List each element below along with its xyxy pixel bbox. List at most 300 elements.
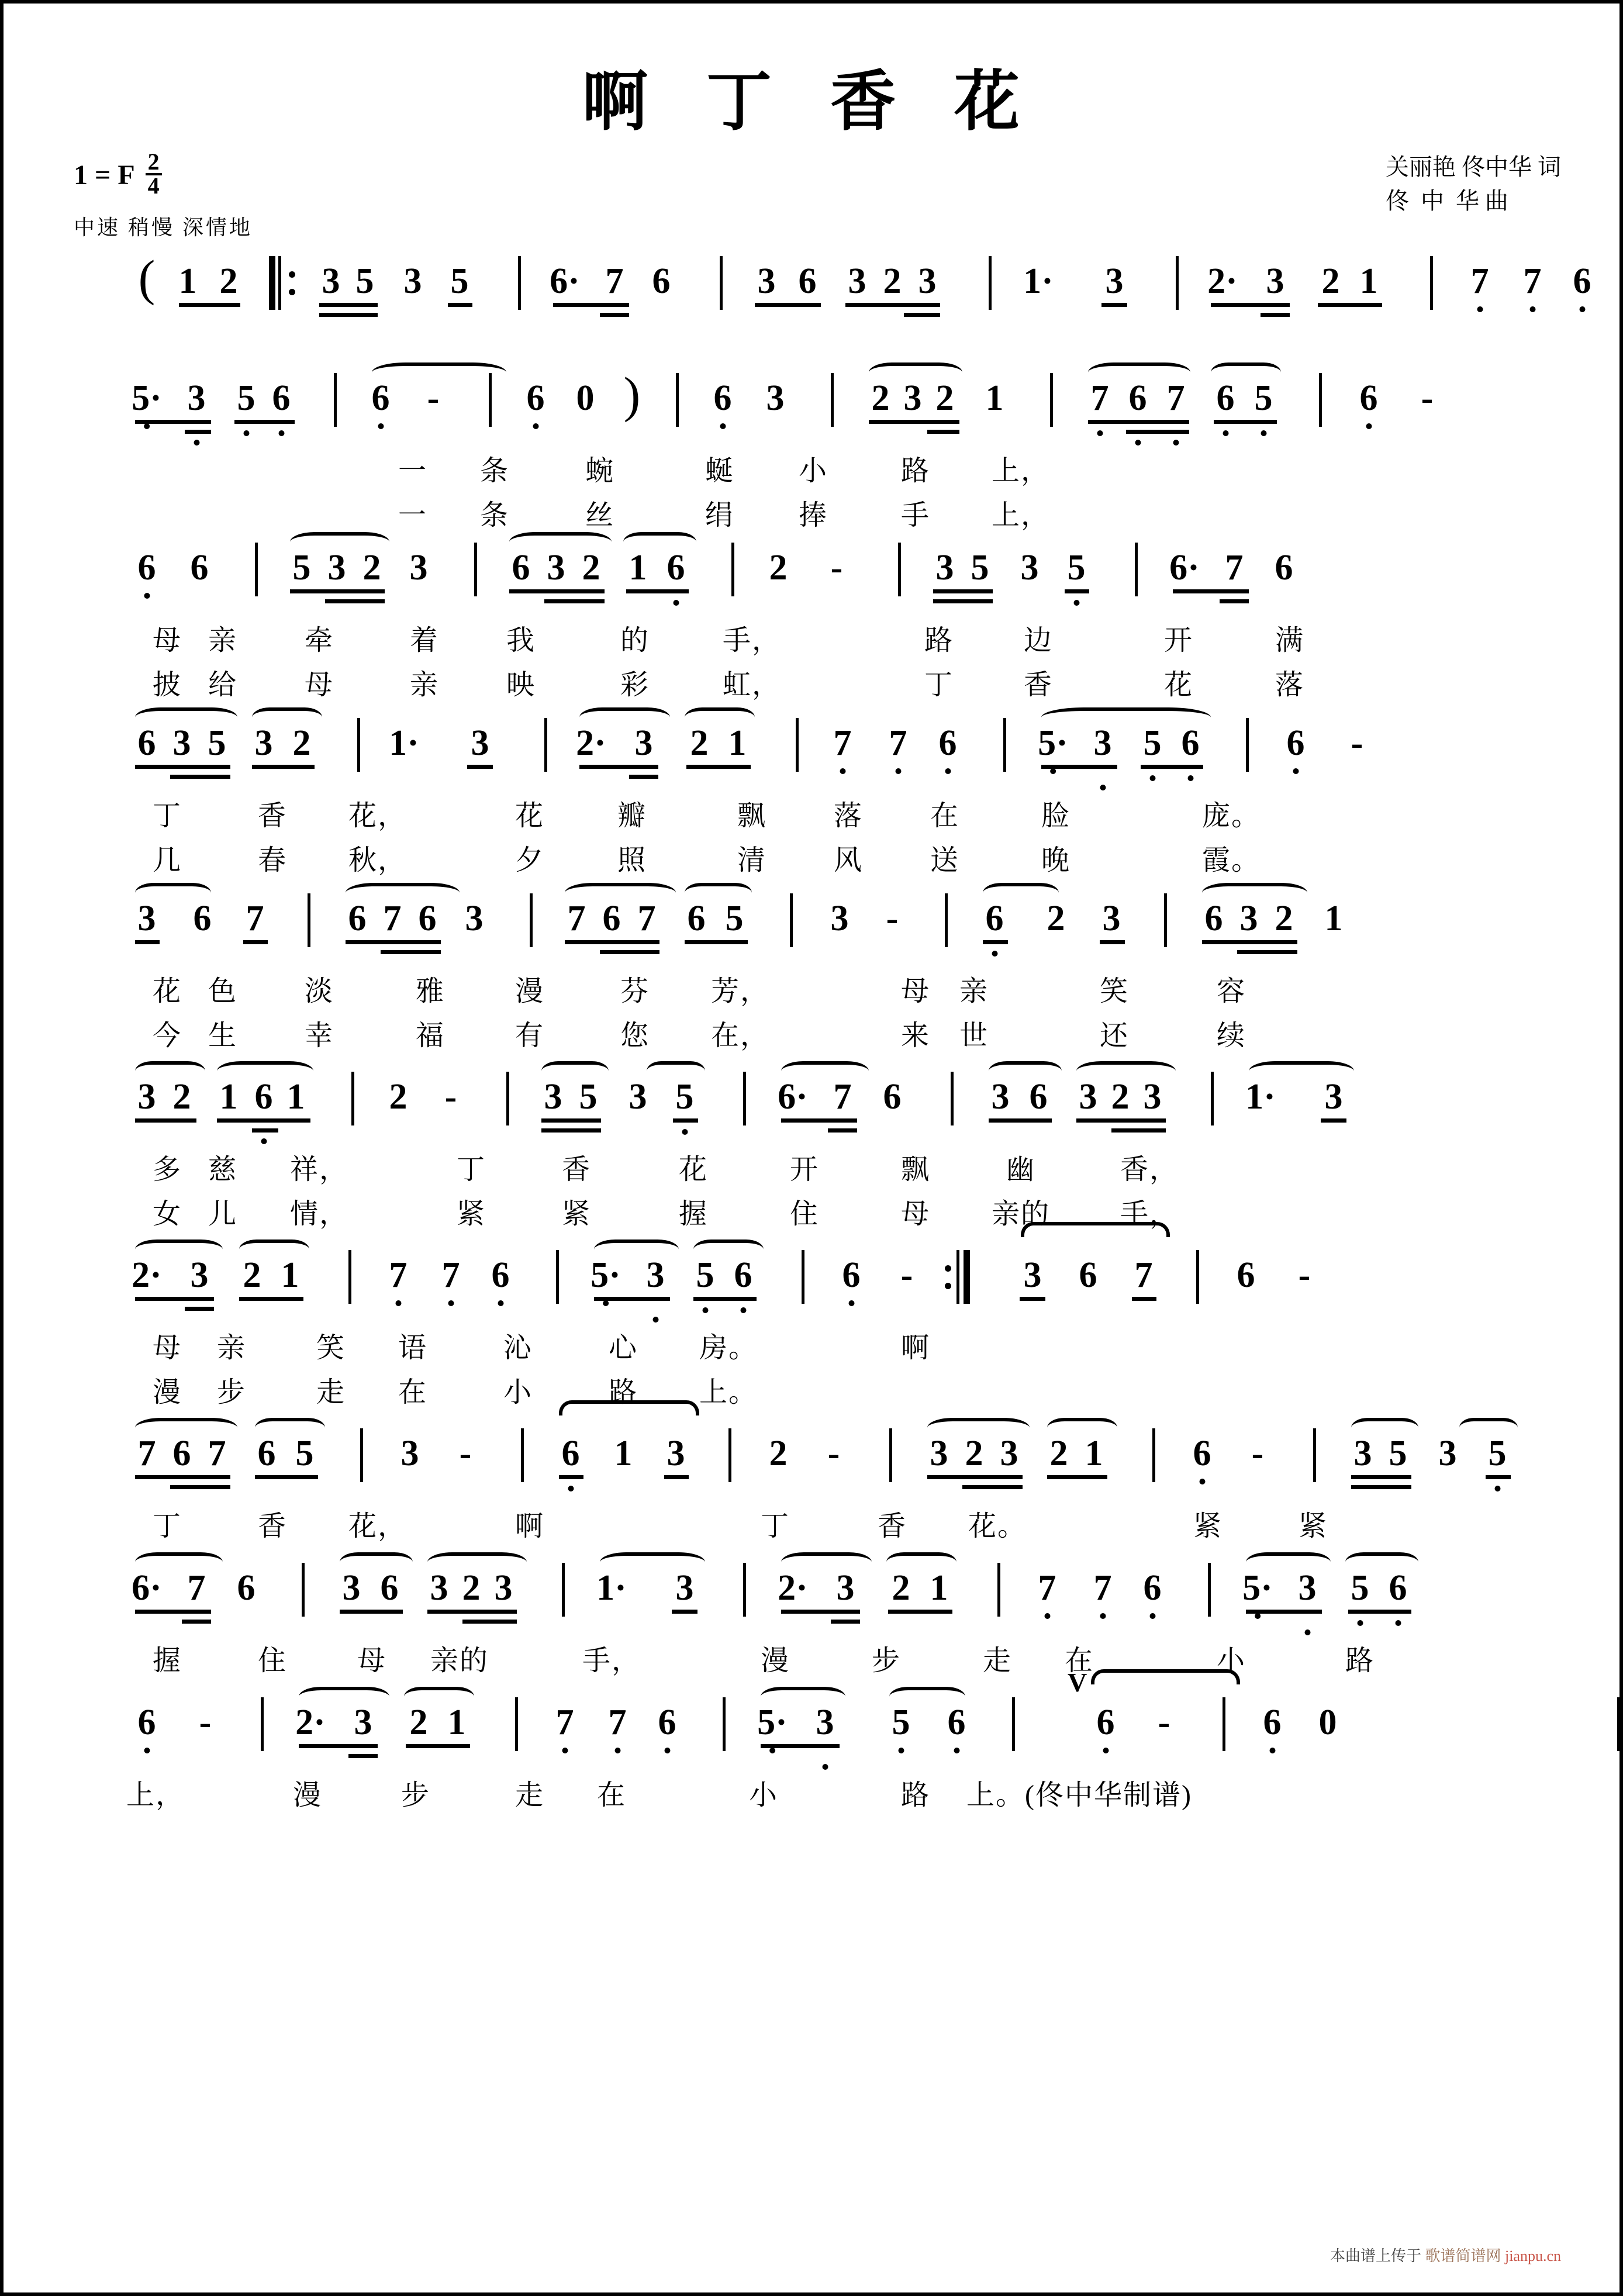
note-1: 1	[219, 1077, 238, 1117]
lyric-syllable: 小	[798, 455, 828, 486]
lyric-syllable: 小	[503, 1377, 533, 1408]
music-system-6	[85, 1065, 1582, 1243]
lyric-syllable: 母	[900, 976, 931, 1007]
lyric-syllable: 福	[415, 1020, 446, 1051]
beam-line	[927, 1475, 1023, 1479]
beam-line	[831, 1620, 860, 1624]
note-6: 6	[172, 1434, 191, 1473]
note-5: 5	[1351, 1568, 1369, 1608]
lyric-syllable: 女	[152, 1199, 182, 1230]
barline	[302, 1563, 305, 1617]
lyric-syllable: 漫	[760, 1645, 790, 1676]
note-3: 3	[1298, 1568, 1317, 1608]
watermark-line2: 歌谱简谱网	[1425, 2247, 1501, 2264]
lyric-syllable: 蜒	[705, 455, 735, 486]
beam-line	[243, 940, 268, 944]
note-7: 7	[1090, 378, 1109, 418]
note-7: 7	[1093, 1568, 1112, 1608]
note-6: 6	[1079, 1255, 1097, 1295]
lyric-syllable: 路	[900, 455, 931, 486]
lyric-syllable: 几	[152, 845, 182, 876]
lyric-syllable: 生	[208, 1020, 238, 1051]
lyric-syllable: 儿	[208, 1199, 238, 1230]
note-2: 2	[219, 261, 238, 301]
note-1: 1	[447, 1703, 466, 1742]
key-signature: 1 = F	[74, 160, 135, 191]
note-6: 6	[1237, 1255, 1255, 1295]
open-paren: (	[138, 250, 156, 306]
music-system-2	[85, 366, 1582, 536]
note-6: 6	[602, 899, 621, 938]
barline	[544, 718, 547, 772]
barline	[945, 893, 948, 947]
note-2: 2	[935, 378, 954, 418]
note-2: 2	[172, 1077, 191, 1117]
note-3: 3	[187, 378, 206, 418]
beam-line	[185, 1307, 214, 1311]
lyric-row-verse-1	[85, 793, 1582, 837]
beam-line	[565, 940, 659, 944]
lyric-syllable: 路	[924, 625, 954, 656]
beam-line	[761, 1744, 840, 1748]
lyric-syllable: 秋，	[348, 845, 408, 876]
lyricist-credit: 关丽艳 佟中华 词	[1386, 154, 1561, 180]
beam-line	[1065, 589, 1089, 593]
note-3: 3	[342, 1568, 361, 1608]
lyric-syllable: 手，	[722, 625, 782, 656]
note-6: 6	[713, 378, 732, 418]
note-5: 5·	[757, 1703, 788, 1742]
lyric-syllable: 送	[930, 845, 960, 876]
lyric-syllable: 步	[400, 1780, 431, 1811]
beam-line	[927, 430, 959, 434]
note-3: 3	[903, 378, 922, 418]
note-1: 1	[728, 723, 747, 763]
note--: -	[1421, 378, 1434, 418]
lyric-syllable: 霞。	[1201, 845, 1261, 876]
note--: -	[1298, 1255, 1311, 1295]
phrase-bracket	[1021, 1222, 1170, 1237]
beam-line	[325, 599, 385, 603]
lyric-syllable: 开	[1163, 625, 1194, 656]
lyric-syllable: 条	[479, 455, 510, 486]
header-row	[27, 147, 1596, 258]
lyric-syllable: 在，	[710, 1020, 770, 1051]
repeat-end-sign	[945, 1250, 980, 1304]
note-6: 6	[652, 261, 671, 301]
barline	[1430, 256, 1433, 310]
note--: -	[886, 899, 899, 938]
note-2: 2	[409, 1703, 428, 1742]
note-1: 1·	[596, 1568, 627, 1608]
lyric-syllable: 母	[304, 669, 334, 700]
note-5: 5	[725, 899, 744, 938]
lyric-syllable: 虹，	[722, 669, 782, 700]
note-5: 5	[292, 548, 311, 588]
lyric-syllable: 开	[789, 1154, 820, 1185]
note-2: 2	[769, 548, 788, 588]
barline	[521, 1428, 524, 1482]
beam-line	[781, 1118, 857, 1123]
note-3: 3	[327, 548, 346, 588]
beam-line	[962, 1485, 1023, 1489]
lyric-row-verse-2	[85, 1191, 1582, 1235]
barline	[357, 718, 360, 772]
lyric-syllable: 在	[398, 1377, 428, 1408]
barline	[989, 256, 992, 310]
note-2: 2	[769, 1434, 788, 1473]
barline	[790, 893, 793, 947]
note-7: 7	[1038, 1568, 1056, 1608]
music-system-9	[85, 1556, 1582, 1690]
lyric-syllable: 上，	[991, 455, 1051, 486]
beam-line	[629, 775, 658, 779]
music-system-3	[85, 536, 1582, 711]
music-system-1	[85, 249, 1591, 366]
barline	[308, 893, 310, 947]
note-0: 0	[1318, 1703, 1337, 1742]
music-system-5	[85, 886, 1582, 1065]
note-row	[85, 366, 1582, 435]
beam-line	[239, 1297, 303, 1301]
lyric-syllable: 丝	[585, 500, 615, 531]
lyric-syllable: 上。	[699, 1377, 758, 1408]
lyric-syllable: 在	[930, 800, 960, 831]
beam-line	[427, 1610, 517, 1614]
note-5: 5	[450, 261, 469, 301]
note-3: 3	[322, 261, 340, 301]
barline	[351, 1072, 354, 1125]
note-7: 7	[389, 1255, 408, 1295]
beam-line	[381, 950, 441, 954]
lyric-syllable: 落	[1275, 669, 1305, 700]
lyric-syllable: 落	[833, 800, 864, 831]
lyric-syllable: 丁	[456, 1154, 486, 1185]
lyric-syllable: 瓣	[617, 800, 647, 831]
note-7: 7	[246, 899, 264, 938]
beam-line	[600, 950, 659, 954]
note-2: 2	[292, 723, 311, 763]
note-3: 3	[190, 1255, 209, 1295]
time-signature-numerator: 2	[146, 151, 162, 175]
beam-line	[135, 940, 160, 944]
note-3: 3	[646, 1255, 665, 1295]
lyric-syllable: 路	[608, 1377, 638, 1408]
barline	[1003, 718, 1006, 772]
lyric-syllable: 花	[152, 976, 182, 1007]
note-6: 6·	[778, 1077, 808, 1117]
beam-line	[933, 589, 993, 593]
note-1: 1	[1324, 899, 1343, 938]
beam-line	[541, 1128, 601, 1133]
note-7: 7	[889, 723, 907, 763]
note-1: 1	[178, 261, 197, 301]
note-2: 2	[1321, 261, 1340, 301]
lyric-syllable: 的	[620, 625, 650, 656]
beam-line	[1173, 589, 1249, 593]
lyric-syllable: 照	[617, 845, 647, 876]
lyric-syllable: 花。	[968, 1511, 1027, 1542]
note-3: 3	[544, 1077, 562, 1117]
lyric-syllable: 容	[1216, 976, 1246, 1007]
lyric-syllable: 披	[152, 669, 182, 700]
beam-line	[1101, 303, 1127, 307]
note--: -	[427, 378, 440, 418]
note-1: 1	[930, 1568, 948, 1608]
note-3: 3	[1000, 1434, 1018, 1473]
lyric-syllable: 住	[789, 1199, 820, 1230]
note-6: 6	[947, 1703, 966, 1742]
lyric-syllable: 香	[257, 800, 288, 831]
lyric-syllable: 走	[316, 1377, 346, 1408]
lyric-syllable: 母	[152, 625, 182, 656]
note-7: 7	[208, 1434, 226, 1473]
lyric-syllable: 小	[1216, 1645, 1246, 1676]
lyric-syllable: 语	[398, 1332, 428, 1363]
lyric-syllable: 晚	[1041, 845, 1071, 876]
barline	[1196, 1250, 1199, 1304]
note-6: 6	[883, 1077, 902, 1117]
note-3: 3	[848, 261, 866, 301]
note-5: 5	[295, 1434, 314, 1473]
lyric-syllable: 着	[409, 625, 440, 656]
site-watermark	[1330, 2244, 1561, 2266]
beam-line	[664, 1475, 689, 1479]
credits-block	[1386, 150, 1561, 218]
note-6: 6	[371, 378, 390, 418]
barline	[720, 256, 723, 310]
note-5: 5	[208, 723, 226, 763]
lyric-syllable: 漫	[152, 1377, 182, 1408]
note-3: 3	[836, 1568, 855, 1608]
note-6: 6	[1359, 378, 1378, 418]
beam-line	[135, 1610, 211, 1614]
note--: -	[199, 1703, 212, 1742]
lyric-row-verse-2	[85, 837, 1582, 882]
beam-line	[685, 940, 748, 944]
note-3: 3	[930, 1434, 948, 1473]
note-2: 2	[582, 548, 600, 588]
note-7: 7	[605, 261, 624, 301]
note-3: 3	[137, 1077, 156, 1117]
note-1: 1	[629, 548, 647, 588]
note-6: 6·	[550, 261, 580, 301]
note-6: 6	[348, 899, 367, 938]
lyric-syllable: 住	[257, 1645, 288, 1676]
lyric-syllable: 花，	[348, 1511, 408, 1542]
barline	[1319, 373, 1322, 427]
barline	[802, 1250, 804, 1304]
note-6: 6	[137, 548, 156, 588]
lyric-syllable: 花	[1163, 669, 1194, 700]
lyric-syllable: 丁	[760, 1511, 790, 1542]
page-title: 啊 丁 香 花	[582, 66, 1041, 139]
note-row	[85, 1556, 1582, 1625]
lyric-syllable: 啊	[514, 1511, 545, 1542]
lyric-syllable: 亲	[959, 976, 989, 1007]
lyric-row-verse-1	[85, 968, 1582, 1013]
barline	[1246, 718, 1249, 772]
barline	[1050, 373, 1053, 427]
note-5: 5	[237, 378, 255, 418]
beam-line	[170, 775, 230, 779]
lyric-syllable: 彩	[620, 669, 650, 700]
note-7: 7	[1470, 261, 1489, 301]
note-1: 1	[286, 1077, 305, 1117]
lyric-syllable: 紧	[456, 1199, 486, 1230]
lyric-syllable: 房。	[699, 1332, 758, 1363]
note-row	[85, 711, 1582, 780]
note-3: 3	[935, 548, 954, 588]
note-6: 6	[418, 899, 437, 938]
note-3: 3	[816, 1703, 834, 1742]
beam-line	[541, 1118, 601, 1123]
lyric-syllable: 雅	[415, 976, 446, 1007]
lyric-syllable: 步	[216, 1377, 247, 1408]
beam-line	[1100, 940, 1125, 944]
beam-line	[594, 1297, 670, 1301]
barline	[1012, 1697, 1015, 1751]
watermark-line1: 本曲谱上传于	[1330, 2247, 1421, 2264]
barline	[889, 1428, 892, 1482]
note-3: 3	[409, 548, 428, 588]
note-3: 3	[465, 899, 484, 938]
note-row	[85, 1421, 1582, 1490]
barline	[261, 1697, 264, 1751]
note-1: 1	[1085, 1434, 1103, 1473]
lyric-row-verse-1	[85, 448, 1582, 492]
lyric-syllable: 飘	[737, 800, 767, 831]
lyric-syllable: 丁	[152, 800, 182, 831]
beam-line	[406, 1744, 470, 1748]
note-3: 3	[830, 899, 849, 938]
lyric-syllable: 还	[1099, 1020, 1130, 1051]
note-2: 2	[1047, 899, 1065, 938]
note-0: 0	[576, 378, 595, 418]
lyric-syllable: 清	[737, 845, 767, 876]
note-6: 6	[1263, 1703, 1282, 1742]
note-row	[85, 1243, 1582, 1312]
lyric-syllable: 心	[608, 1332, 638, 1363]
note-5: 5	[675, 1077, 694, 1117]
beam-line	[673, 1118, 698, 1123]
lyric-syllable: 亲	[216, 1332, 247, 1363]
lyric-syllable: 飘	[900, 1154, 931, 1185]
note-6: 6	[254, 1077, 273, 1117]
beam-line	[1220, 599, 1249, 603]
beam-line	[559, 1475, 583, 1479]
tempo-marking: 中速 稍慢 深情地	[74, 215, 253, 239]
beam-line	[1076, 1118, 1166, 1123]
note-7: 7	[1166, 378, 1185, 418]
note--: -	[459, 1434, 472, 1473]
note-7: 7	[441, 1255, 460, 1295]
note-2: 2	[871, 378, 890, 418]
barline	[489, 373, 492, 427]
lyric-row-verse-1	[85, 1147, 1582, 1191]
note-3: 3	[1143, 1077, 1162, 1117]
note-6: 6	[1286, 723, 1305, 763]
note-7: 7	[567, 899, 586, 938]
lyric-syllable: 香，	[1120, 1154, 1179, 1185]
note-5: 5·	[132, 378, 162, 418]
note-3: 3	[494, 1568, 513, 1608]
lyric-syllable: 花	[678, 1154, 709, 1185]
lyric-syllable: 沁	[503, 1332, 533, 1363]
lyric-syllable: 路	[1345, 1645, 1375, 1676]
breath-mark-icon: V	[1068, 1667, 1087, 1697]
beam-line	[933, 599, 993, 603]
note-6: 6	[667, 548, 685, 588]
lyric-syllable: 丁	[152, 1511, 182, 1542]
barline	[951, 1072, 954, 1125]
barline	[515, 1697, 518, 1751]
lyric-syllable: 在	[1064, 1645, 1094, 1676]
beam-line	[319, 303, 378, 307]
note-6: 6·	[132, 1568, 162, 1608]
lyric-syllable: 亲的	[991, 1199, 1051, 1230]
beam-line	[467, 765, 493, 769]
lyric-syllable: 芬	[620, 976, 650, 1007]
beam-line	[983, 940, 1008, 944]
beam-line	[1020, 1297, 1045, 1301]
beam-line	[299, 1744, 378, 1748]
note-6: 6	[1128, 378, 1147, 418]
note-row	[85, 886, 1582, 955]
lyric-row-verse-1	[85, 1772, 1582, 1817]
lyric-row-verse-2	[85, 662, 1582, 706]
note-6: 6	[137, 723, 156, 763]
note-6: 6	[512, 548, 530, 588]
beam-line	[319, 313, 378, 317]
beam-line	[1214, 420, 1277, 424]
note-2: 2	[1275, 899, 1293, 938]
note-2: 2·	[778, 1568, 808, 1608]
note-6: 6	[1389, 1568, 1407, 1608]
beam-line	[252, 765, 315, 769]
lyric-syllable: 亲的	[430, 1645, 489, 1676]
barline	[506, 1072, 509, 1125]
lyric-syllable: 一	[398, 455, 428, 486]
lyric-syllable: 牵	[304, 625, 334, 656]
lyric-syllable: 祥，	[289, 1154, 349, 1185]
note-3: 3	[403, 261, 422, 301]
note-6: 6	[1275, 548, 1293, 588]
lyric-syllable: 亲	[208, 625, 238, 656]
beam-line	[462, 1620, 517, 1624]
lyric-syllable: 幽	[1006, 1154, 1036, 1185]
note-6: 6	[1204, 899, 1223, 938]
note-2: 2	[690, 723, 709, 763]
lyric-syllable: 在	[596, 1780, 627, 1811]
lyric-row-verse-1	[85, 617, 1582, 662]
note-6: 6	[938, 723, 957, 763]
beam-line	[755, 303, 821, 307]
beam-line	[626, 589, 689, 593]
lyric-syllable: 丁	[924, 669, 954, 700]
beam-line	[135, 420, 211, 424]
music-system-4	[85, 711, 1582, 886]
beam-line	[1041, 765, 1117, 769]
lyric-syllable: 色	[208, 976, 238, 1007]
note-6: 6	[190, 548, 209, 588]
note-3: 3	[1105, 261, 1124, 301]
music-system-7	[85, 1243, 1582, 1421]
lyric-syllable: 母	[900, 1199, 931, 1230]
beam-line	[170, 1485, 230, 1489]
note-6: 6	[1181, 723, 1200, 763]
lyric-syllable: 满	[1275, 625, 1305, 656]
